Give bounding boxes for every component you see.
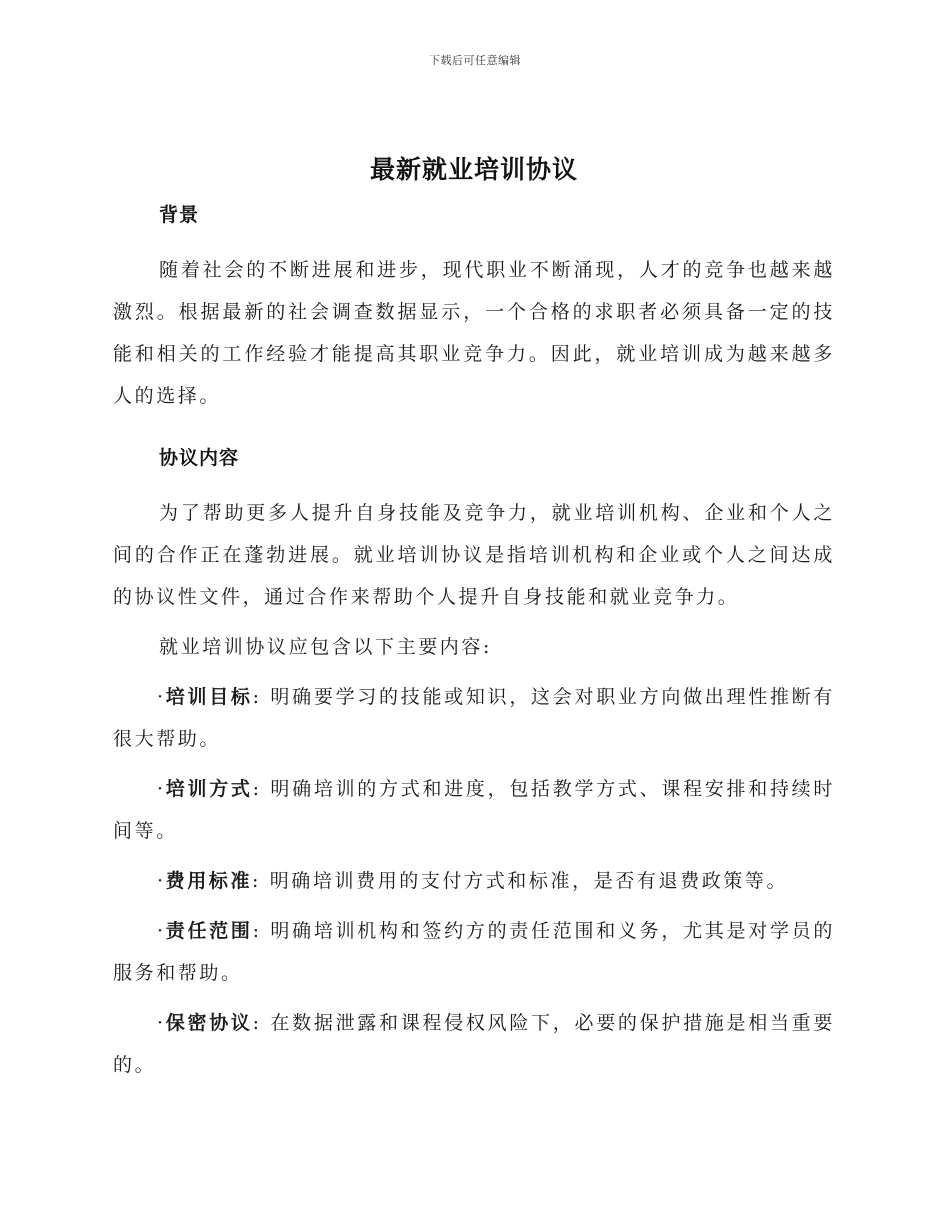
bullet-text: 明确培训的方式和进度，包括教学方式、课程安排和持续时间等。 [113,778,835,842]
document-title: 最新就业培训协议 [369,155,578,184]
header-note: 下载后可任意编辑 [429,54,521,67]
bullet-marker: · [157,870,166,892]
agreement-contents-lead: 就业培训协议应包含以下主要内容: [159,636,493,658]
background-paragraph: 随着社会的不断进展和进步，现代职业不断涌现，人才的竞争也越来越激烈。根据最新的社会调查数据显示，一个合格的求职者必须具备一定的技能和相关的工作经验才能提高其职业竞争力。因此，就业培训成为越来越多人的选择。 [113,259,835,407]
bullet-term: 培训目标 [165,686,253,708]
bullet-term: 责任范围 [165,920,253,942]
bullet-item [113,676,835,760]
bullet-item [113,910,835,994]
bullet-item [113,768,835,852]
bullet-separator: : [252,870,270,892]
bullet-item [113,1002,835,1086]
bullet-marker: · [157,778,166,800]
bullet-separator: : [252,920,271,942]
bullet-term: 保密协议 [165,1012,253,1034]
bullet-separator: : [252,778,271,800]
bullet-term: 费用标准 [165,870,253,892]
bullet-term: 培训方式 [165,778,253,800]
section-heading-agreement-content: 协议内容 [159,447,240,469]
bullet-text: 在数据泄露和课程侵权风险下，必要的保护措施是相当重要的。 [113,1012,835,1076]
bullet-text: 明确培训费用的支付方式和标准，是否有退费政策等。 [269,870,789,892]
agreement-intro-paragraph: 为了帮助更多人提升自身技能及竞争力，就业培训机构、企业和个人之间的合作正在蓬勃进展。就业培训协议是指培训机构和企业或个人之间达成的协议性文件，通过合作来帮助个人提升自身技能和就业竞争力。 [113,502,835,608]
bullet-separator: : [252,1012,271,1034]
document-body [113,150,835,1094]
bullet-item [113,860,835,902]
bullet-text: 明确要学习的技能或知识，这会对职业方向做出理性推断有很大帮助。 [113,686,835,750]
bullet-marker: · [157,686,166,708]
section-heading-background: 背景 [159,204,200,226]
bullet-text: 明确培训机构和签约方的责任范围和义务，尤其是对学员的服务和帮助。 [113,920,835,984]
bullet-separator: : [252,686,271,708]
bullet-marker: · [157,1012,166,1034]
bullet-marker: · [157,920,166,942]
